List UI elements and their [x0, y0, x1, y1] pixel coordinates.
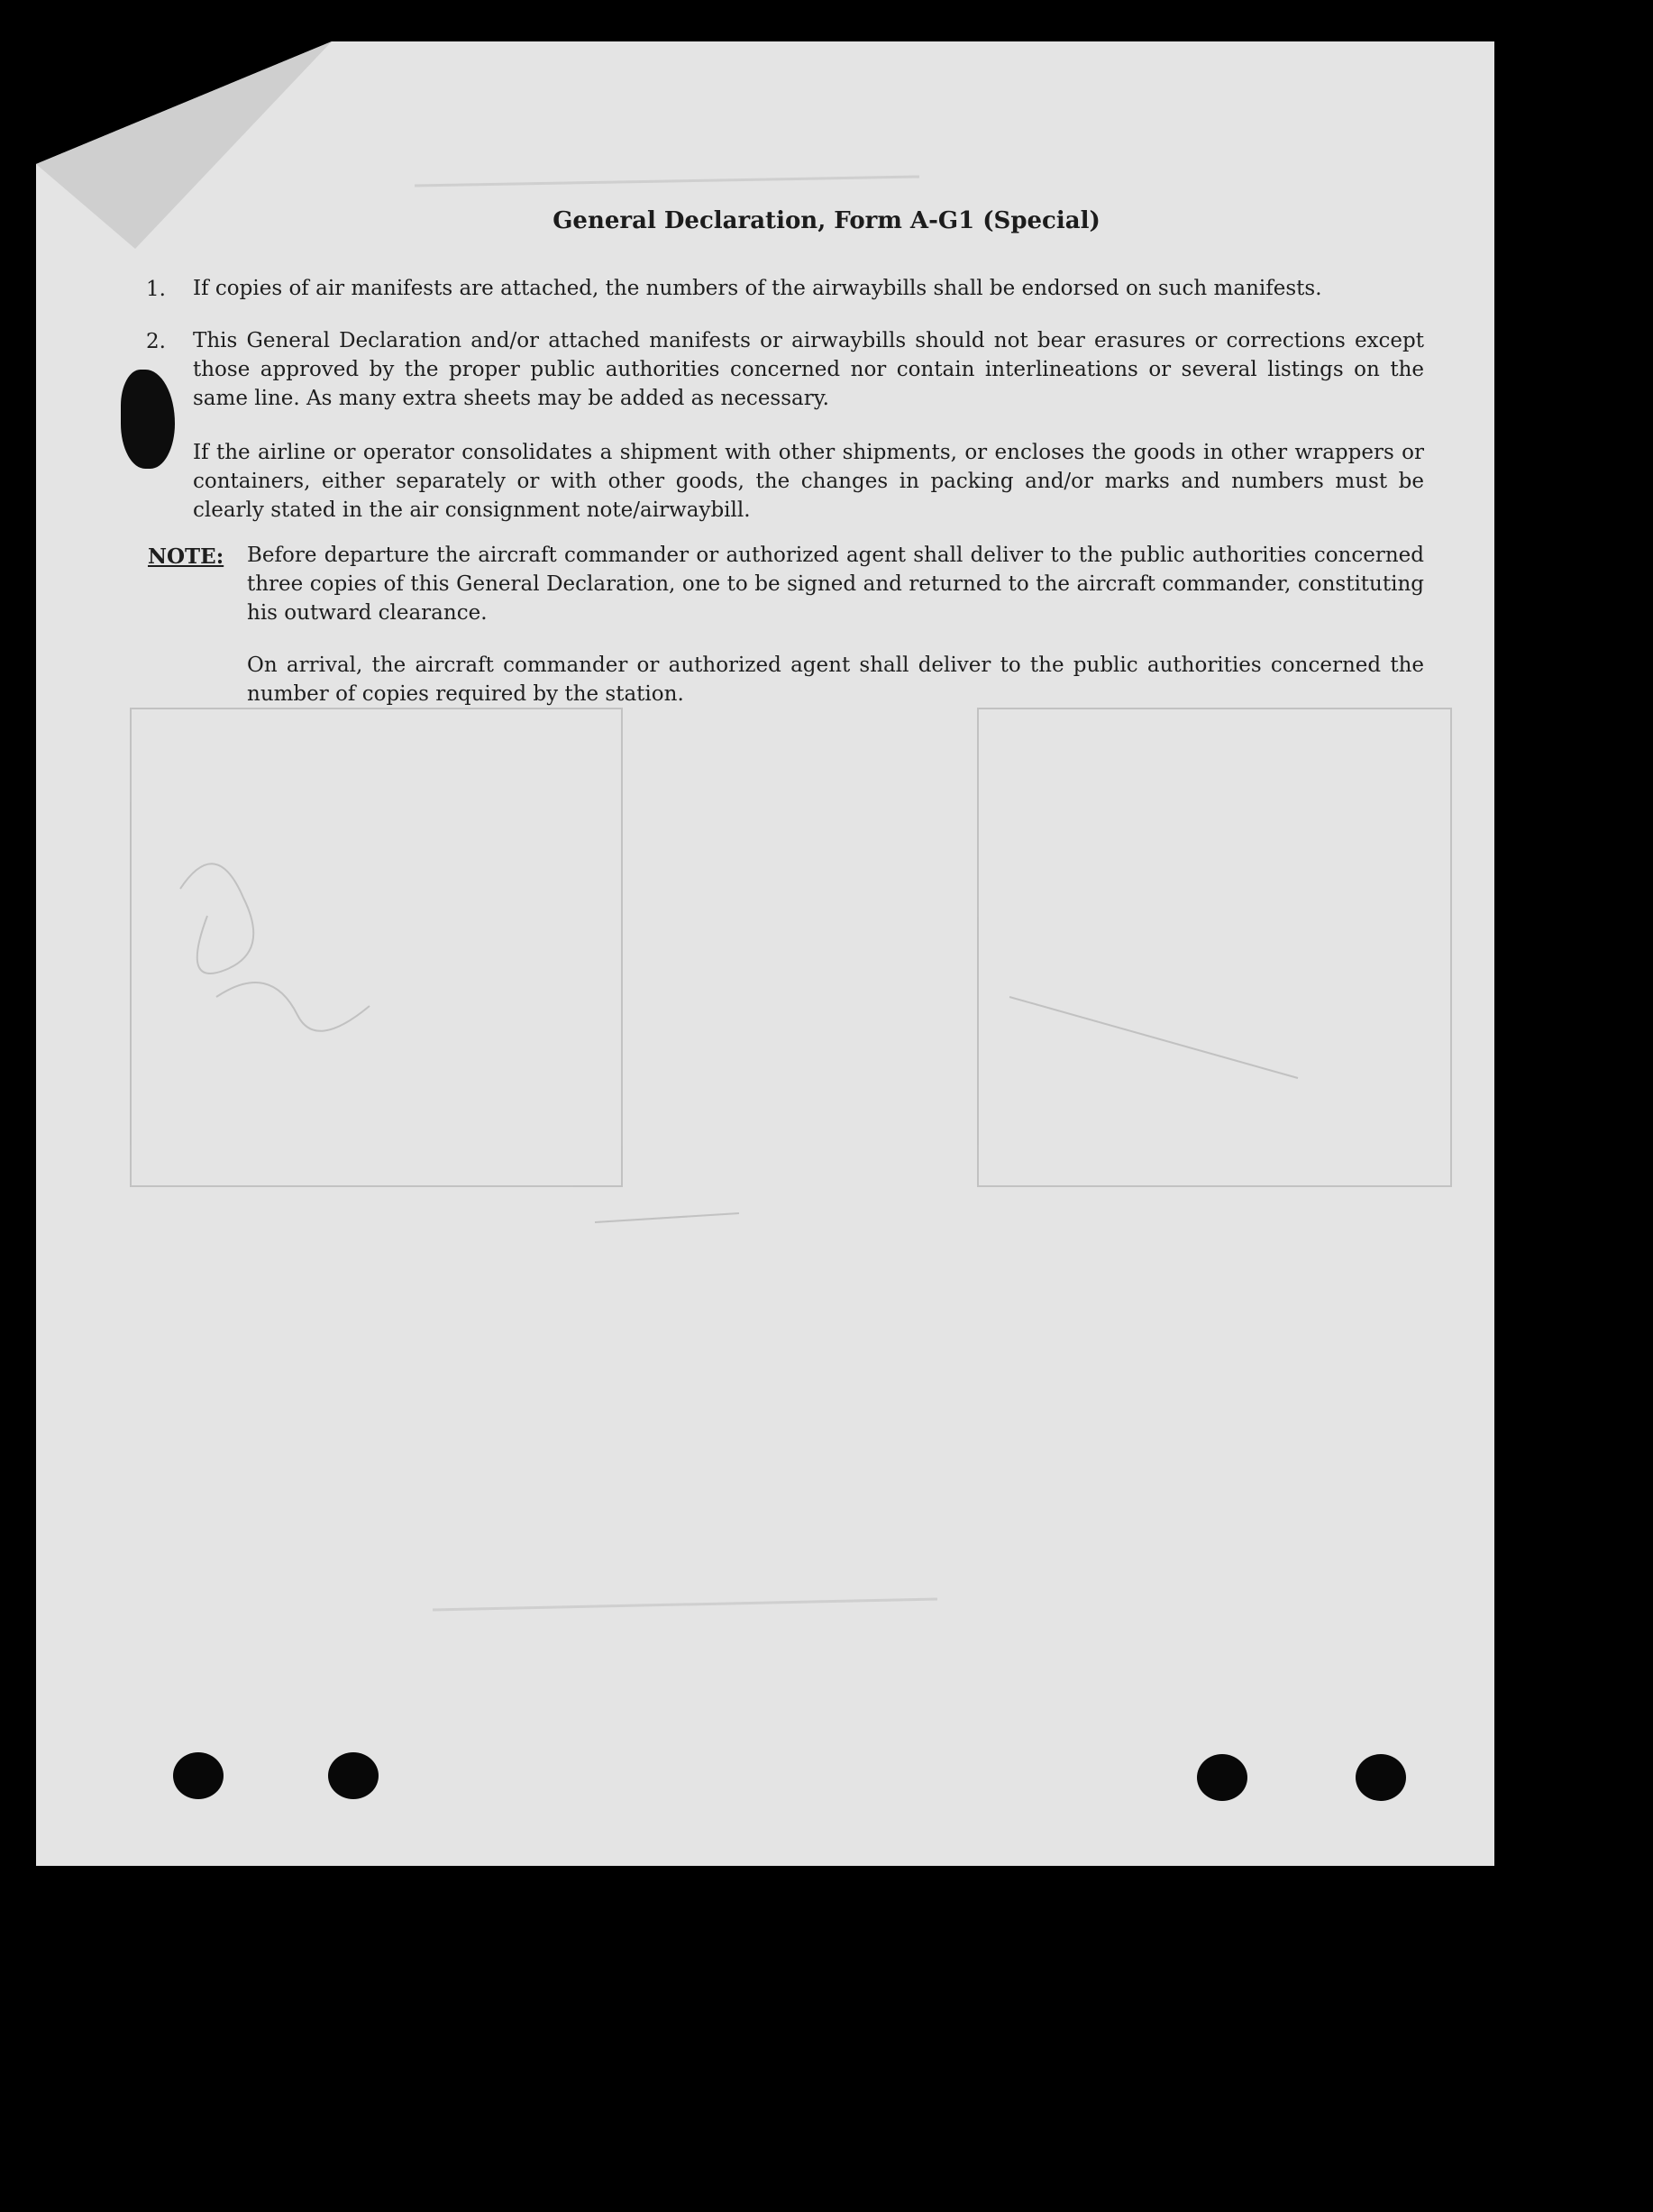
document-page	[36, 41, 1494, 1866]
punch-hole-4	[1356, 1754, 1406, 1801]
item-1-text: If copies of air manifests are attached, the numbers of the airwaybills shall be endorsed on such manifests.	[193, 277, 1322, 300]
item-3-text: If the airline or operator consolidates a shipment with other shipments, or encloses the goods in other wrappers or containers, either separately or with other goods, the changes in packing and/or marks and numbers must be clearly stated in the air consignment note/airwaybill.	[193, 441, 1424, 522]
punch-hole-2	[328, 1752, 379, 1799]
note-paragraph-2: On arrival, the aircraft commander or authorized agent shall deliver to the public authorities concerned the number of copies required by the station.	[247, 654, 1424, 706]
item-2-text: This General Declaration and/or attached manifests or airwaybills should not bear erasures or corrections except those approved by the proper public authorities concerned nor contain interlineations or several listings on the same line. As many extra sheets may be added as necessary.	[193, 329, 1424, 410]
punch-hole-3	[1197, 1754, 1247, 1801]
note-label: NOTE:	[148, 544, 224, 569]
note-paragraph-1: Before departure the aircraft commander or authorized agent shall deliver to the public authorities concerned three copies of this General Declaration, one to be signed and returned to the aircraft commander, constituting his outward clearance.	[247, 544, 1424, 625]
punch-hole-1	[173, 1752, 224, 1799]
page-title: General Declaration, Form A-G1 (Special)	[553, 207, 1100, 234]
item-number-1: 1.	[146, 278, 166, 301]
item-number-2: 2.	[146, 330, 166, 353]
